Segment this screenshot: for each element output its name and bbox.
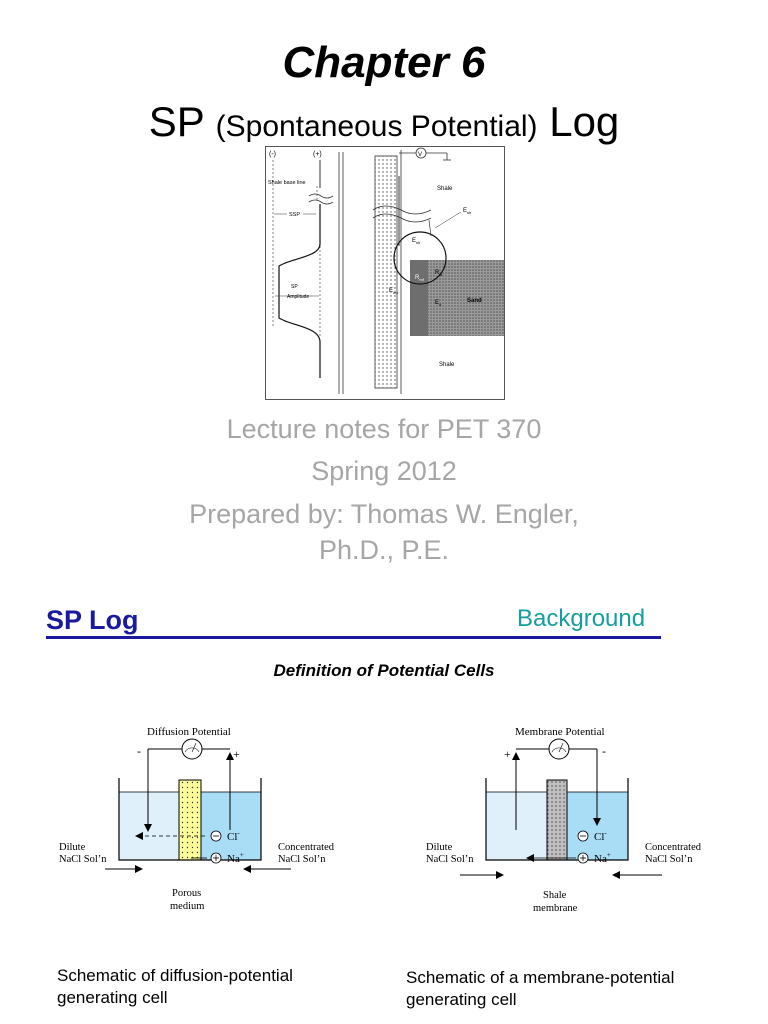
diffusion-caption: Schematic of diffusion-potential generating cell — [57, 966, 293, 1007]
diffusion-na-ion: Na+ — [227, 851, 244, 865]
rw-label: $R_w$ — [435, 270, 443, 277]
esh-left-label: $E_{sh}$ — [412, 238, 421, 245]
subtitle-log: Log — [549, 98, 620, 145]
lecture-term: Spring 2012 — [311, 456, 457, 486]
diffusion-title: Diffusion Potential — [147, 726, 231, 738]
porous-label-2: medium — [170, 901, 205, 912]
ssp-label: SSP — [289, 212, 301, 218]
shale-membrane-label-1: Shale — [543, 890, 567, 901]
lecture-author: Prepared by: Thomas W. Engler, — [189, 499, 579, 529]
diffusion-dilute-label-1: Dilute — [59, 842, 86, 853]
rmf-label: $R_{mf}$ — [415, 275, 424, 282]
membrane-dilute-label-1: Dilute — [426, 842, 453, 853]
log-plus-label: (+) — [313, 151, 322, 158]
shale-base-line-label: Shale base line — [268, 180, 306, 186]
shale-top-label: Shale — [437, 186, 453, 192]
shale-bottom-label: Shale — [439, 362, 455, 368]
diffusion-conc-label-2: NaCl Sol’n — [278, 854, 326, 865]
membrane-plus: + — [504, 747, 511, 761]
voltmeter-label: V — [418, 152, 423, 158]
diffusion-conc-label-1: Concentrated — [278, 842, 334, 853]
membrane-title: Membrane Potential — [515, 726, 605, 738]
ed-label: $E_d$ — [435, 300, 442, 307]
slide-subtitle — [0, 98, 768, 146]
subtitle-paren: (Spontaneous Potential) — [215, 110, 538, 143]
section-heading: SP Log — [46, 605, 139, 635]
sp-amplitude-label-1: SP — [291, 284, 298, 290]
diffusion-cell-diagram — [55, 720, 355, 920]
membrane-conc-label-2: NaCl Sol’n — [645, 854, 693, 865]
porous-label-1: Porous — [172, 888, 202, 899]
membrane-cell-diagram — [422, 720, 722, 920]
esh-upper-label: $E_{sh}$ — [463, 208, 472, 215]
subtitle-sp: SP — [148, 98, 204, 145]
membrane-na-ion: Na+ — [594, 851, 611, 865]
membrane-cl-ion: Cl- — [594, 829, 607, 843]
membrane-dilute-label-2: NaCl Sol’n — [426, 854, 474, 865]
chapter-title: Chapter 6 — [282, 38, 486, 87]
lecture-course: Lecture notes for PET 370 — [226, 414, 542, 444]
diffusion-minus: - — [137, 744, 141, 758]
shale-membrane-label-2: membrane — [533, 903, 578, 914]
membrane-minus: - — [602, 744, 606, 758]
membrane-conc-label-1: Concentrated — [645, 842, 701, 853]
diffusion-dilute-label-2: NaCl Sol’n — [59, 854, 107, 865]
lecture-author-credentials: Ph.D., P.E. — [318, 535, 450, 565]
log-minus-label: (-) — [269, 151, 276, 158]
header-divider — [46, 636, 661, 639]
diffusion-cl-ion: Cl- — [227, 829, 240, 843]
membrane-caption: Schematic of a membrane-potential generating cell — [406, 968, 675, 1009]
diffusion-plus: + — [233, 747, 240, 761]
section-tag: Background — [517, 605, 646, 632]
sp-log-figure — [265, 146, 505, 400]
sand-label: Sand — [467, 298, 482, 304]
sp-amplitude-label-2: Amplitude — [287, 294, 310, 300]
emc-label: $E_{mc}$ — [389, 288, 399, 295]
definition-title: Definition of Potential Cells — [273, 661, 495, 680]
